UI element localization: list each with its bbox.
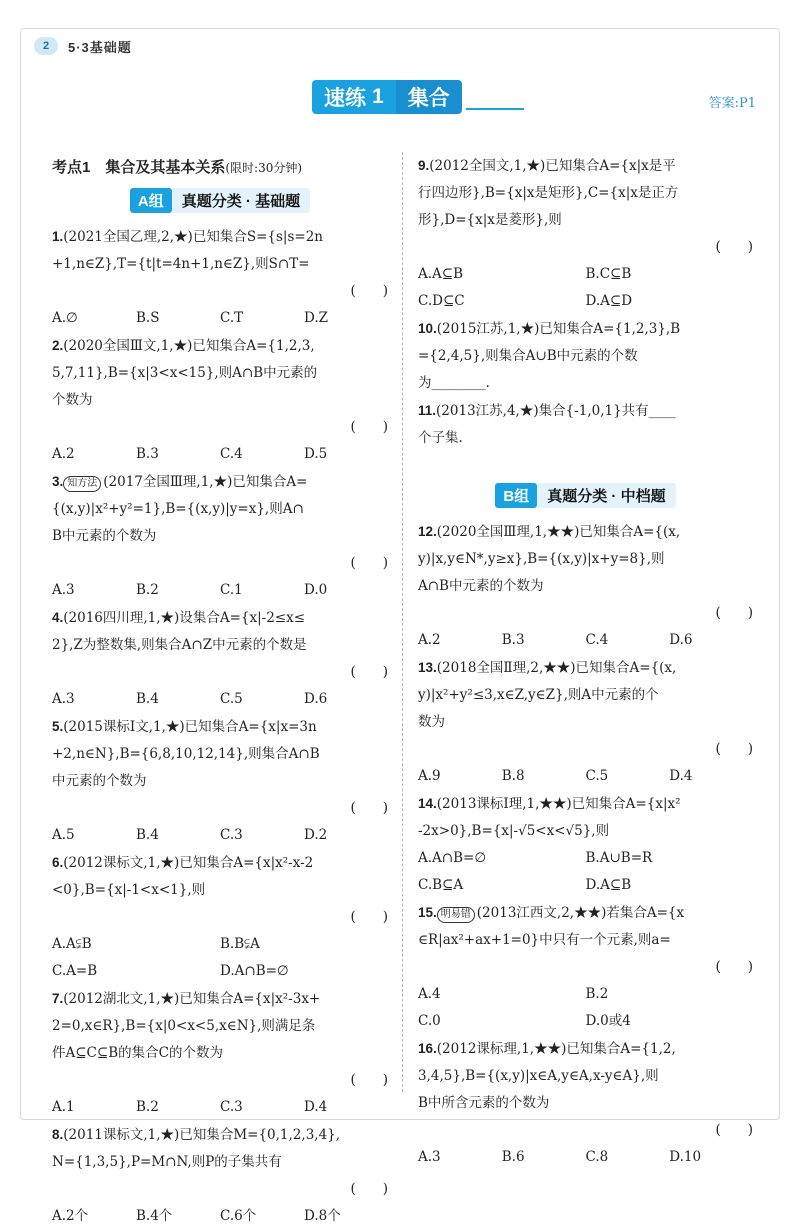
question-number: 12. — [418, 524, 437, 539]
question-text: (2015课标Ⅰ文,1,★)已知集合A={x|x=3n — [63, 719, 317, 735]
answer-paren: ( ) — [715, 1122, 753, 1138]
question-line — [52, 604, 388, 632]
option: C.0 — [418, 1013, 441, 1029]
question-text: +2,n∈N},B={6,8,10,12,14},则集合A∩B — [52, 746, 320, 762]
question-text: 件A⊆C⊆B的集合C的个数为 — [52, 1045, 223, 1061]
question — [418, 315, 753, 397]
question-tag: 明易错 — [437, 907, 475, 923]
answer-reference: 答案:P1 — [708, 96, 756, 111]
question-line — [418, 343, 753, 370]
title-tag-number: 1 — [372, 85, 384, 108]
option: D.5 — [304, 446, 328, 462]
option: B.S — [136, 310, 160, 326]
options — [52, 822, 388, 849]
question-line — [52, 1121, 388, 1149]
question-number: 14. — [418, 796, 437, 811]
title-tag — [312, 80, 396, 114]
option: B.2 — [136, 1099, 159, 1115]
question-number: 2. — [52, 338, 64, 353]
option: D.0或4 — [585, 1013, 631, 1029]
question — [52, 849, 388, 985]
question-line — [52, 1013, 388, 1040]
question-text: +1,n∈Z},T={t|t=4n+1,n∈Z},则S∩T= — [52, 256, 310, 272]
section-label: 考点1 集合及其基本关系 — [52, 159, 226, 176]
options — [418, 981, 753, 1035]
chapter-title — [312, 80, 524, 114]
title-main: 集合 — [396, 80, 462, 114]
option: C.3 — [220, 1099, 243, 1115]
answer-paren: ( ) — [350, 909, 388, 925]
question-list-right-b — [418, 518, 753, 1171]
section-heading — [52, 156, 388, 177]
question-line — [418, 207, 753, 234]
question — [418, 518, 753, 654]
question-tag: 知方法 — [63, 476, 101, 492]
option: C.6个 — [220, 1208, 257, 1224]
question — [52, 468, 388, 604]
answer-paren: ( ) — [715, 605, 753, 621]
question-text: 2=0,x∈R},B={x|0<x<5,x∈N},则满足条 — [52, 1018, 316, 1034]
option: C.1 — [220, 582, 243, 598]
option: B.B⫋A — [220, 936, 260, 952]
question-line — [52, 523, 388, 550]
question-text: 个子集. — [418, 430, 463, 446]
question-text: B中所含元素的个数为 — [418, 1095, 550, 1111]
question-line — [418, 152, 753, 180]
option: D.Z — [304, 310, 329, 326]
question — [418, 397, 753, 452]
option: D.6 — [304, 691, 328, 707]
options — [52, 1203, 388, 1230]
option: C.4 — [585, 632, 609, 648]
options — [418, 763, 753, 790]
option: C.5 — [220, 691, 243, 707]
option: B.6 — [501, 1149, 525, 1165]
option: C.B⊆A — [418, 877, 464, 893]
question-text: (2012课标理,1,★★)已知集合A={1,2, — [436, 1041, 676, 1057]
option: D.A⊆B — [585, 877, 632, 893]
option: A.5 — [52, 827, 75, 843]
option: A.1 — [52, 1099, 75, 1115]
question-text: (2020全国Ⅲ文,1,★)已知集合A={1,2,3, — [63, 338, 315, 354]
question-text: (2020全国Ⅲ理,1,★★)已知集合A={(x, — [436, 524, 681, 540]
option: A.3 — [52, 691, 75, 707]
question-text: 5,7,11},B={x|3<x<15},则A∩B中元素的 — [52, 365, 318, 381]
question-line — [52, 713, 388, 741]
options — [418, 261, 753, 315]
option: D.0 — [304, 582, 328, 598]
option: A.∅ — [52, 310, 78, 326]
question-line — [52, 877, 388, 904]
question-line — [418, 397, 753, 425]
question-number: 11. — [418, 403, 437, 418]
question-text: (2013江西文,2,★★)若集合A={x — [476, 905, 685, 921]
left-column — [52, 152, 388, 1230]
question-line — [418, 1090, 753, 1117]
options — [52, 305, 388, 332]
question-line — [418, 709, 753, 736]
answer-paren: ( ) — [350, 1072, 388, 1088]
question-line — [52, 768, 388, 795]
option: B.3 — [136, 446, 159, 462]
question-text: (2018全国Ⅱ理,2,★★)已知集合A={(x, — [436, 660, 677, 676]
question-number: 16. — [418, 1041, 437, 1056]
option: B.C⊆B — [585, 266, 632, 282]
question-line — [52, 632, 388, 659]
question-line — [418, 654, 753, 682]
question-line — [52, 496, 388, 523]
option: D.4 — [304, 1099, 328, 1115]
question-text: y)|x,y∈N*,y≥x},B={(x,y)|x+y=8},则 — [418, 551, 665, 567]
question-line — [52, 741, 388, 768]
option: B.4 — [136, 691, 159, 707]
question — [52, 604, 388, 713]
question-text: 中元素的个数为 — [52, 773, 147, 789]
question-text: 形},D={x|x是菱形},则 — [418, 212, 562, 228]
question-text: (2021全国乙理,2,★)已知集合S={s|s=2n — [63, 229, 323, 245]
column-divider — [402, 152, 403, 1092]
question-text: 2},Z为整数集,则集合A∩Z中元素的个数是 — [52, 637, 307, 653]
question-line — [418, 899, 753, 927]
option: C.T — [220, 310, 244, 326]
question-text: (2017全国Ⅲ理,1,★)已知集合A= — [103, 474, 308, 490]
question-line — [52, 985, 388, 1013]
question-line — [52, 251, 388, 278]
group-b-heading — [418, 482, 753, 508]
question-text: (2013江苏,4,★)集合{-1,0,1}共有____ — [436, 403, 676, 419]
question — [52, 985, 388, 1121]
question-text: B中元素的个数为 — [52, 528, 157, 544]
question — [52, 332, 388, 468]
option: D.4 — [669, 768, 693, 784]
title-tag-label: 速练 — [324, 87, 366, 110]
options — [418, 627, 753, 654]
answer-paren: ( ) — [350, 800, 388, 816]
question-text: {(x,y)|x²+y²=1},B={(x,y)|y=x},则A∩ — [52, 501, 304, 517]
question — [418, 1035, 753, 1171]
option: B.2 — [585, 986, 609, 1002]
group-b-title: 真题分类 · 中档题 — [537, 483, 675, 508]
question-number: 5. — [52, 719, 64, 734]
options — [52, 441, 388, 468]
options — [52, 686, 388, 713]
question-text: (2012课标文,1,★)已知集合A={x|x²-x-2 — [63, 855, 314, 871]
option: C.5 — [585, 768, 609, 784]
question-line — [52, 223, 388, 251]
question-number: 9. — [418, 158, 430, 173]
answer-paren: ( ) — [350, 1181, 388, 1197]
right-column — [418, 152, 753, 1171]
option: D.A⊆D — [585, 293, 633, 309]
question-text: <0},B={x|-1<x<1},则 — [52, 882, 206, 898]
question-line — [418, 1035, 753, 1063]
question-text: -2x>0},B={x|-√5<x<√5},则 — [418, 823, 610, 839]
group-a-title: 真题分类 · 基础题 — [172, 188, 310, 213]
option: B.3 — [501, 632, 525, 648]
question-line — [52, 332, 388, 360]
question-list-right-a — [418, 152, 753, 452]
question-line — [418, 790, 753, 818]
question-line — [418, 818, 753, 845]
options — [52, 577, 388, 604]
title-underline — [466, 108, 524, 110]
question-text: (2016四川理,1,★)设集合A={x|-2≤x≤ — [63, 610, 306, 626]
question-number: 13. — [418, 660, 437, 675]
question-number: 3. — [52, 474, 64, 489]
question-text: (2011课标文,1,★)已知集合M={0,1,2,3,4}, — [63, 1127, 341, 1143]
option: D.8个 — [304, 1208, 341, 1224]
question-text: (2012全国文,1,★)已知集合A={x|x是平 — [429, 158, 676, 174]
question — [52, 713, 388, 849]
question-text: (2013课标Ⅰ理,1,★★)已知集合A={x|x² — [436, 796, 681, 812]
option: B.4 — [136, 827, 159, 843]
question-text: ∈R|ax²+ax+1=0}中只有一个元素,则a= — [418, 932, 671, 948]
time-limit: (限时:30分钟) — [225, 161, 303, 175]
question-line — [418, 370, 753, 397]
question-number: 4. — [52, 610, 64, 625]
group-a-heading — [52, 187, 388, 213]
question-line — [52, 849, 388, 877]
option: D.2 — [304, 827, 328, 843]
answer-paren: ( ) — [350, 555, 388, 571]
question-line — [418, 315, 753, 343]
question-line — [52, 468, 388, 496]
question — [52, 223, 388, 332]
option: B.2 — [136, 582, 159, 598]
question-text: (2015江苏,1,★)已知集合A={1,2,3},B — [436, 321, 681, 337]
question-line — [52, 360, 388, 387]
book-name: 5·3基础题 — [68, 39, 132, 55]
options — [52, 931, 388, 985]
option: C.3 — [220, 827, 243, 843]
question-line — [418, 425, 753, 452]
question-text: 数为 — [418, 714, 445, 730]
option: B.4个 — [136, 1208, 173, 1224]
question-text: A∩B中元素的个数为 — [418, 578, 544, 594]
option: A.4 — [418, 986, 441, 1002]
question-line — [52, 387, 388, 414]
answer-paren: ( ) — [715, 239, 753, 255]
option: A.9 — [418, 768, 441, 784]
question-line — [418, 546, 753, 573]
option: A.3 — [52, 582, 75, 598]
option: A.2 — [418, 632, 441, 648]
option: A.3 — [418, 1149, 441, 1165]
question-list-left — [52, 223, 388, 1230]
question-number: 1. — [52, 229, 64, 244]
options — [418, 845, 753, 899]
option: A.A⫋B — [52, 936, 92, 952]
question — [52, 1121, 388, 1230]
question-text: 为________. — [418, 375, 490, 391]
answer-paren: ( ) — [350, 419, 388, 435]
question-line — [418, 682, 753, 709]
option: C.4 — [220, 446, 243, 462]
question — [418, 654, 753, 790]
running-header — [34, 34, 132, 58]
question-text: ={2,4,5},则集合A∪B中元素的个数 — [418, 348, 638, 364]
option: D.6 — [669, 632, 693, 648]
option: A.A⊆B — [418, 266, 464, 282]
page-number: 2 — [34, 37, 58, 55]
question-line — [418, 927, 753, 954]
answer-paren: ( ) — [715, 959, 753, 975]
question-number: 10. — [418, 321, 437, 336]
option: B.8 — [501, 768, 525, 784]
answer-paren: ( ) — [715, 741, 753, 757]
option: A.2 — [52, 446, 75, 462]
question — [418, 152, 753, 315]
options — [418, 1144, 753, 1171]
question-line — [418, 180, 753, 207]
question-line — [418, 518, 753, 546]
option: C.D⊆C — [418, 293, 465, 309]
question-line — [52, 1040, 388, 1067]
group-a-badge: A组 — [130, 188, 172, 213]
group-b-badge: B组 — [495, 483, 537, 508]
question-number: 15. — [418, 905, 437, 920]
question-text: 3,4,5},B={(x,y)|x∈A,y∈A,x-y∈A},则 — [418, 1068, 659, 1084]
question-number: 6. — [52, 855, 64, 870]
option: C.A=B — [52, 963, 98, 979]
option: A.2个 — [52, 1208, 89, 1224]
option: B.A∪B=R — [585, 850, 653, 866]
question-text: (2012湖北文,1,★)已知集合A={x|x²-3x+ — [63, 991, 321, 1007]
answer-paren: ( ) — [350, 664, 388, 680]
question-text: 行四边形},B={x|x是矩形},C={x|x是正方 — [418, 185, 679, 201]
question-line — [52, 1149, 388, 1176]
question-line — [418, 573, 753, 600]
question-line — [418, 1063, 753, 1090]
question-text: 个数为 — [52, 392, 93, 408]
options — [52, 1094, 388, 1121]
question-text: N={1,3,5},P=M∩N,则P的子集共有 — [52, 1154, 282, 1170]
answer-paren: ( ) — [350, 283, 388, 299]
question — [418, 899, 753, 1035]
option: D.A∩B=∅ — [220, 963, 289, 979]
option: C.8 — [585, 1149, 609, 1165]
question — [418, 790, 753, 899]
option: A.A∩B=∅ — [418, 850, 487, 866]
question-text: y)|x²+y²≤3,x∈Z,y∈Z},则A中元素的个 — [418, 687, 659, 703]
question-number: 8. — [52, 1127, 64, 1142]
question-number: 7. — [52, 991, 64, 1006]
option: D.10 — [669, 1149, 702, 1165]
